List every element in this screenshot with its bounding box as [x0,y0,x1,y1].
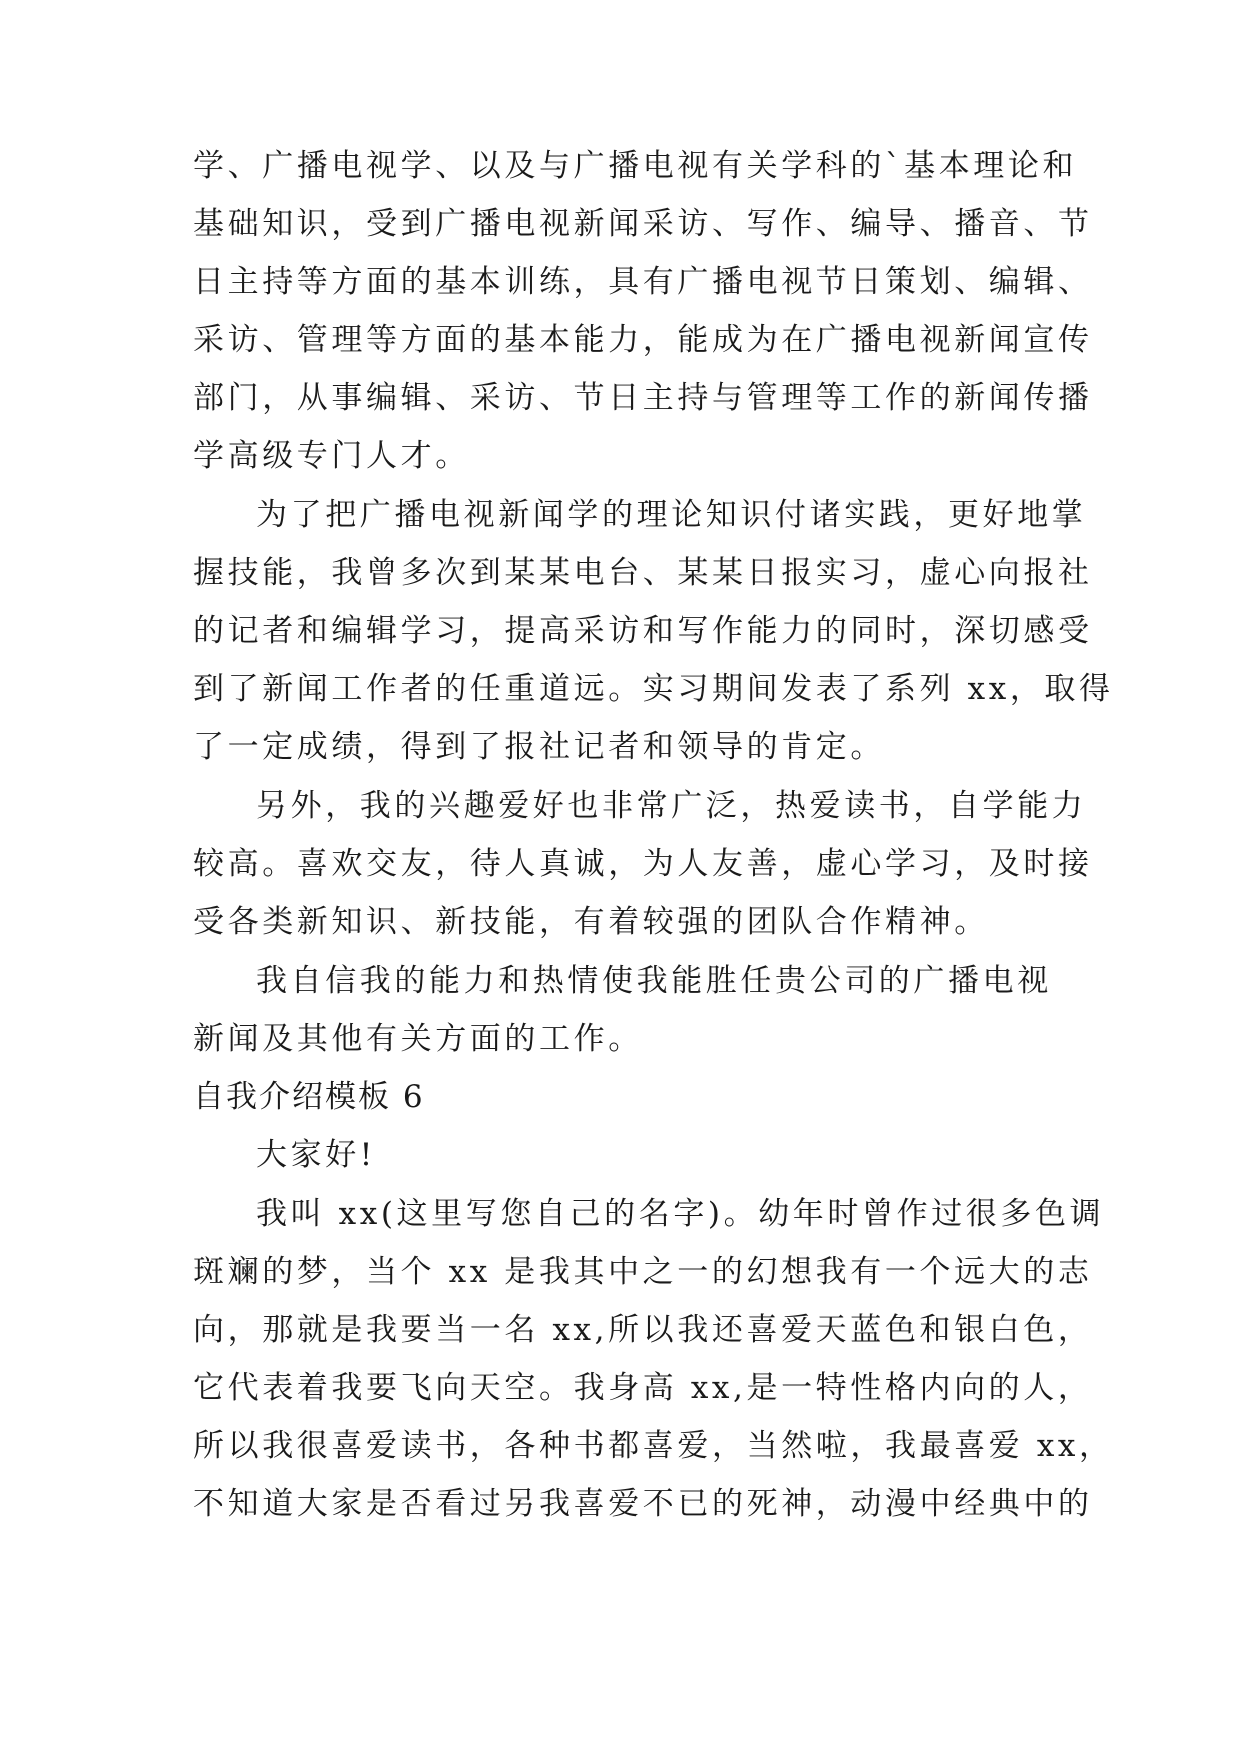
paragraph-first-line: 我自信我的能力和热情使我能胜任贵公司的广播电视 [256,963,1052,999]
text-line: 斑斓的梦，当个 xx 是我其中之一的幻想我有一个远大的志 [193,1254,1093,1290]
text-line: 了一定成绩，得到了报社记者和领导的肯定。 [193,729,885,765]
text-line: 日主持等方面的基本训练，具有广播电视节日策划、编辑、 [193,264,1093,300]
text-line: 的记者和编辑学习，提高采访和写作能力的同时，深切感受 [193,613,1093,649]
text-line: 到了新闻工作者的任重道远。实习期间发表了系列 xx，取得 [193,671,1114,707]
paragraph-first-line: 另外，我的兴趣爱好也非常广泛，热爱读书，自学能力 [256,788,1087,824]
greeting-line: 大家好! [256,1137,376,1173]
text-line: 部门，从事编辑、采访、节日主持与管理等工作的新闻传播 [193,380,1093,416]
text-line: 所以我很喜爱读书，各种书都喜爱，当然啦，我最喜爱 xx， [193,1428,1114,1464]
paragraph-first-line: 为了把广播电视新闻学的理论知识付诸实践，更好地掌 [256,497,1087,533]
text-line: 基础知识，受到广播电视新闻采访、写作、编导、播音、节 [193,206,1093,242]
text-line: 新闻及其他有关方面的工作。 [193,1021,643,1057]
paragraph-first-line: 我叫 xx(这里写您自己的名字)。幼年时曾作过很多色调 [256,1196,1105,1232]
text-line: 学、广播电视学、以及与广播电视有关学科的`基本理论和 [193,148,1078,184]
text-line: 采访、管理等方面的基本能力，能成为在广播电视新闻宣传 [193,322,1093,358]
text-line: 不知道大家是否看过另我喜爱不已的死神，动漫中经典中的 [193,1486,1093,1522]
text-line: 向，那就是我要当一名 xx,所以我还喜爱天蓝色和银白色， [193,1312,1093,1348]
text-line: 较高。喜欢交友，待人真诚，为人友善，虚心学习，及时接 [193,846,1093,882]
text-line: 它代表着我要飞向天空。我身高 xx,是一特性格内向的人， [193,1370,1093,1406]
text-line: 握技能，我曾多次到某某电台、某某日报实习，虚心向报社 [193,555,1093,591]
text-line: 学高级专门人才。 [193,438,470,474]
section-heading: 自我介绍模板 6 [193,1079,425,1115]
text-line: 受各类新知识、新技能，有着较强的团队合作精神。 [193,904,989,940]
